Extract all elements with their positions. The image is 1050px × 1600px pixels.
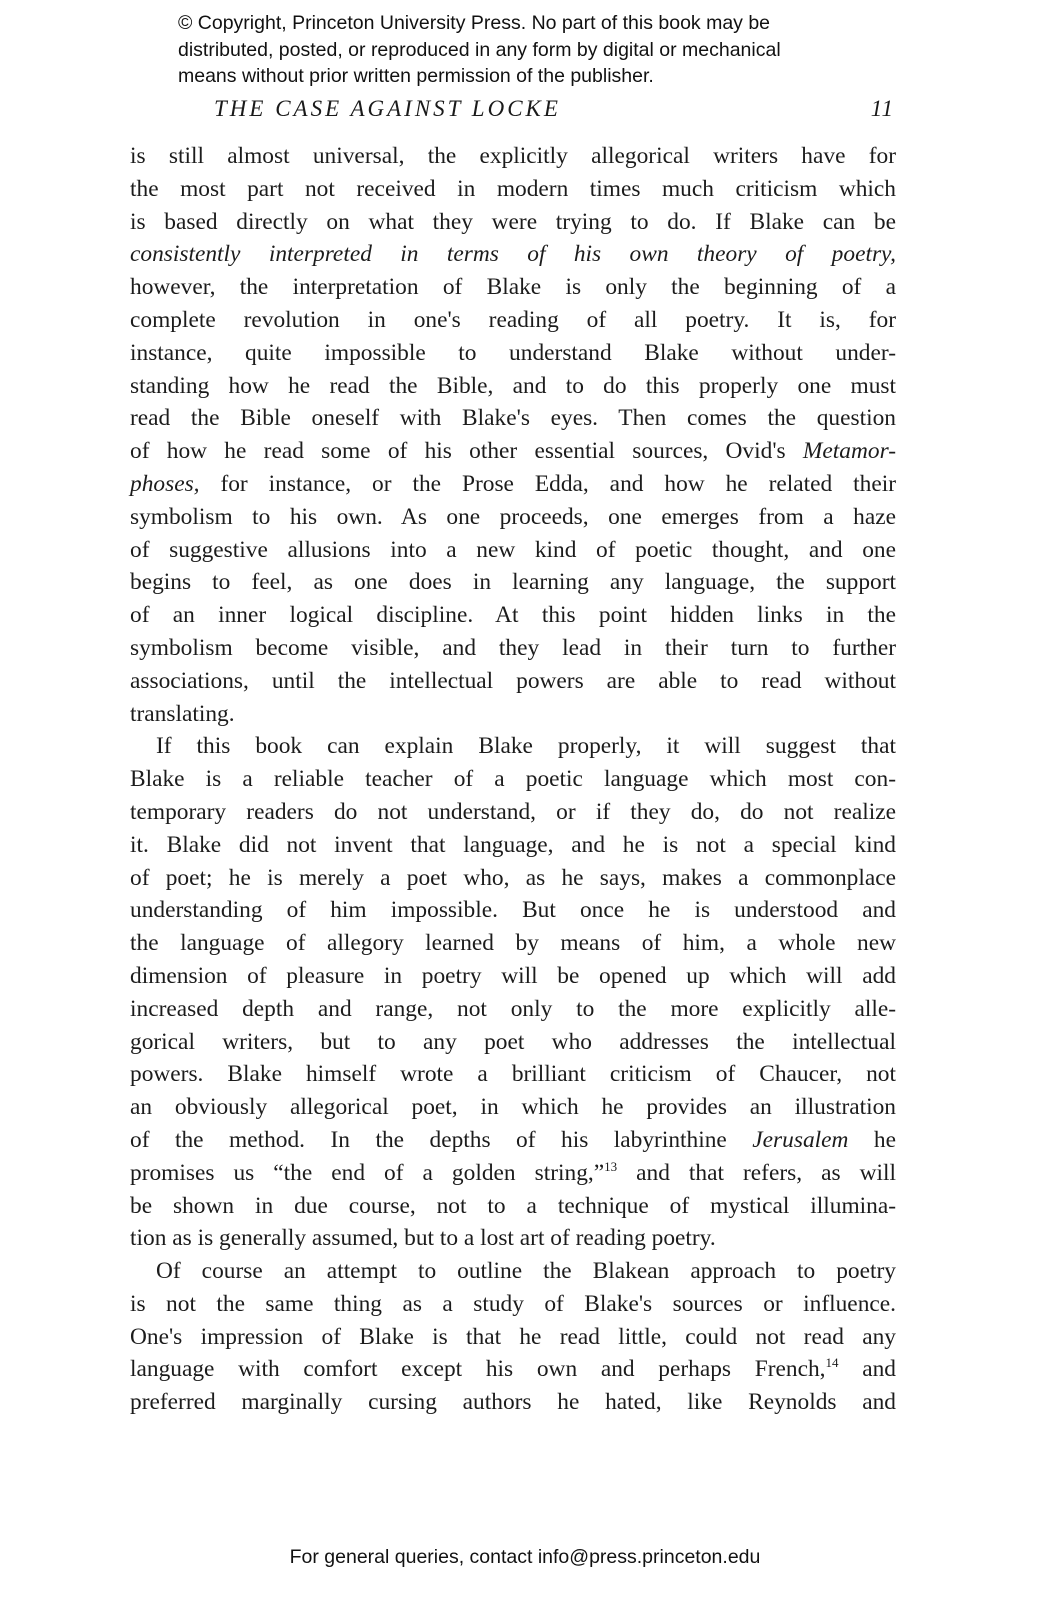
text-line: instance, quite impossible to understand Blake without under-: [130, 339, 896, 366]
text-line: gorical writers, but to any poet who addresses the intellectual: [130, 1028, 896, 1055]
running-head-title: THE CASE AGAINST LOCKE: [214, 96, 561, 121]
text-segment: and: [838, 1356, 896, 1383]
page-number: 11: [870, 96, 894, 121]
text-line: One's impression of Blake is that he read little, could not read any: [130, 1323, 896, 1350]
text-line: Blake is a reliable teacher of a poetic language which most con-: [130, 766, 896, 793]
text-segment: he: [848, 1126, 896, 1153]
paragraph: [130, 730, 896, 1255]
text-line: [130, 1124, 896, 1157]
text-line: increased depth and range, not only to the more explicitly alle-: [130, 995, 896, 1022]
text-line: be shown in due course, not to a technique of mystical illumina-: [130, 1192, 896, 1219]
footer-contact: For general queries, contact info@press.princeton.edu: [289, 1546, 761, 1568]
text-line: is not the same thing as a study of Blake's sources or influence.: [130, 1290, 896, 1317]
text-line: the language of allegory learned by means of him, a whole new: [130, 930, 896, 957]
book-title: Metamor-: [802, 438, 896, 465]
text-line: read the Bible oneself with Blake's eyes. Then comes the question: [130, 405, 896, 432]
text-line: preferred marginally cursing authors he hated, like Reynolds and: [130, 1389, 896, 1416]
text-segment: promises us “the end of a golden string,”: [130, 1159, 605, 1186]
copyright-line: distributed, posted, or reproduced in any form by digital or mechanical: [178, 38, 781, 61]
text-line: [130, 238, 896, 271]
book-title: phoses,: [130, 470, 200, 497]
text-line: is still almost universal, the explicitly allegorical writers have for: [130, 143, 896, 169]
text-line: standing how he read the Bible, and to do this properly one must: [130, 372, 896, 399]
text-line: Of course an attempt to outline the Blakean approach to poetry: [156, 1258, 896, 1285]
italic-text: consistently interpreted in terms of his own theory of poetry,: [130, 241, 896, 268]
body-text: [130, 140, 896, 1419]
text-segment: for instance, or the Prose Edda, and how he related their: [199, 470, 896, 497]
copyright-line: © Copyright, Princeton University Press. No part of this book may be: [178, 12, 771, 34]
paragraph: [130, 1255, 896, 1419]
copyright-line: means without prior written permission of the publisher.: [178, 65, 654, 87]
text-line: powers. Blake himself wrote a brilliant criticism of Chaucer, not: [130, 1061, 896, 1088]
text-segment: of the method. In the depths of his labyrinthine: [130, 1126, 753, 1153]
running-head: [130, 92, 900, 126]
text-line: of suggestive allusions into a new kind of poetic thought, and one: [130, 536, 896, 563]
text-line: [130, 1157, 896, 1190]
text-line: [130, 435, 896, 468]
text-segment: of how he read some of his other essential sources, Ovid's: [130, 438, 803, 465]
text-line: begins to feel, as one does in learning any language, the support: [130, 569, 896, 596]
text-segment: language with comfort except his own and perhaps French,: [130, 1356, 826, 1383]
text-line: symbolism become visible, and they lead in their turn to further: [130, 634, 896, 661]
book-title: Jerusalem: [752, 1126, 849, 1153]
footnote-ref: 13: [604, 1158, 618, 1174]
text-line: If this book can explain Blake properly, it will suggest that: [156, 733, 896, 760]
copyright-notice: [178, 10, 878, 90]
text-line: [130, 1353, 896, 1386]
text-line: temporary readers do not understand, or if they do, do not realize: [130, 798, 896, 825]
paragraph: [130, 140, 896, 730]
text-line: the most part not received in modern times much criticism which: [130, 175, 896, 202]
text-line: complete revolution in one's reading of all poetry. It is, for: [130, 306, 896, 333]
text-line: associations, until the intellectual powers are able to read without: [130, 667, 896, 694]
footnote-ref: 14: [825, 1355, 839, 1371]
text-line: symbolism to his own. As one proceeds, one emerges from a haze: [130, 503, 896, 530]
text-line: translating.: [130, 700, 235, 727]
text-line: understanding of him impossible. But once he is understood and: [130, 897, 896, 924]
text-segment: and that refers, as will: [617, 1159, 896, 1186]
text-line: dimension of pleasure in poetry will be opened up which will add: [130, 962, 896, 989]
text-line: tion as is generally assumed, but to a lost art of reading poetry.: [130, 1225, 716, 1252]
text-line: of an inner logical discipline. At this point hidden links in the: [130, 602, 896, 629]
text-line: an obviously allegorical poet, in which he provides an illustration: [130, 1094, 896, 1121]
text-line: [130, 468, 896, 501]
text-line: however, the interpretation of Blake is only the beginning of a: [130, 274, 896, 301]
text-line: of poet; he is merely a poet who, as he says, makes a commonplace: [130, 864, 896, 891]
text-line: it. Blake did not invent that language, and he is not a special kind: [130, 831, 896, 858]
text-line: is based directly on what they were trying to do. If Blake can be: [130, 208, 896, 235]
